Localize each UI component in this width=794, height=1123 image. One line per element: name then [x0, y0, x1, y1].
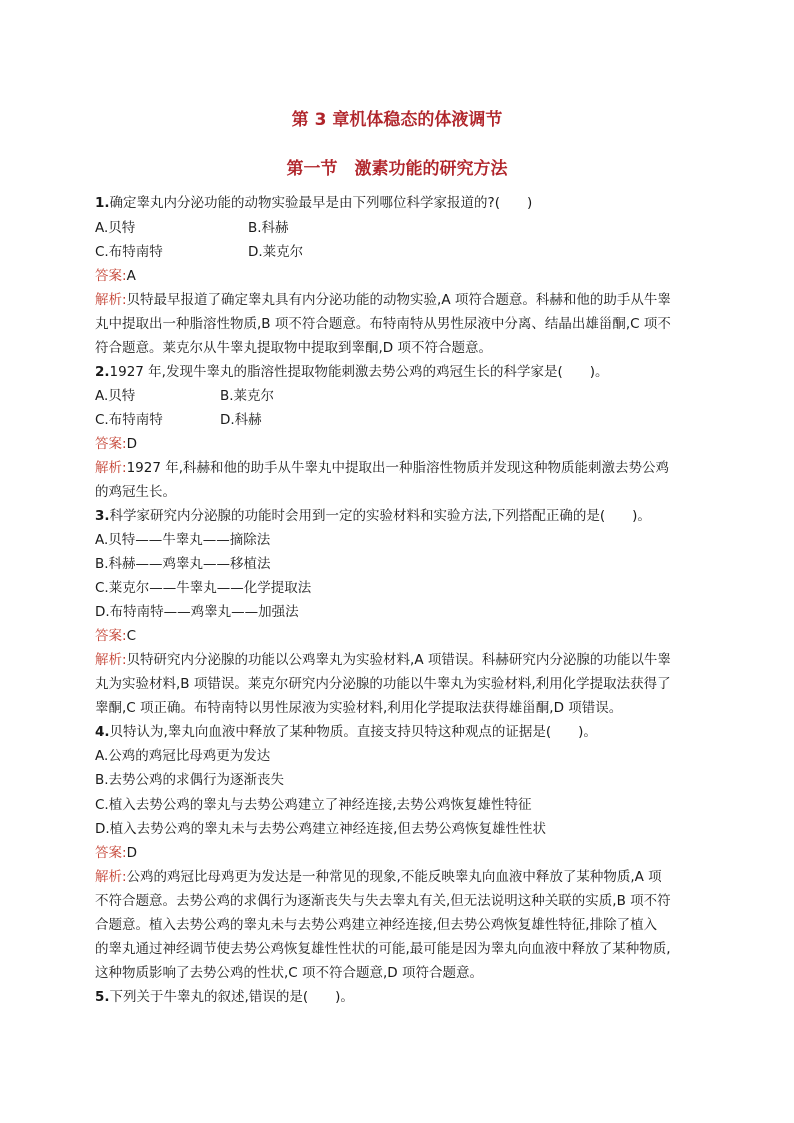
question-4-option-d: D.植入去势公鸡的睾丸未与去势公鸡建立神经连接,但去势公鸡恢复雄性性状: [95, 821, 546, 837]
question-3-analysis-line: 解析:贝特研究内分泌腺的功能以公鸡睾丸为实验材料,A 项错误。科赫研究内分泌腺的功能以牛睾: [95, 652, 671, 668]
question-2-stem: 2.1927 年,发现牛睾丸的脂溶性提取物能刺激去势公鸡的鸡冠生长的科学家是( )。: [95, 364, 609, 380]
question-1-option-c: C.布特南特: [95, 244, 163, 260]
question-4-stem: 4.贝特认为,睾丸向血液中释放了某种物质。直接支持贝特这种观点的证据是( )。: [95, 724, 597, 740]
question-2-analysis-line: 解析:1927 年,科赫和他的助手从牛睾丸中提取出一种脂溶性物质并发现这种物质能刺激去势公鸡: [95, 460, 670, 476]
question-1-analysis-line: 符合题意。莱克尔从牛睾丸提取物中提取到睾酮,D 项不符合题意。: [95, 340, 492, 356]
question-1-analysis-line: 解析:贝特最早报道了确定睾丸具有内分泌功能的动物实验,A 项符合题意。科赫和他的助手从牛睾: [95, 292, 671, 308]
question-2-analysis-line: 的鸡冠生长。: [95, 484, 176, 500]
question-1-option-d: D.莱克尔: [248, 244, 304, 260]
question-3-analysis-line: 睾酮,C 项正确。布特南特以男性尿液为实验材料,利用化学提取法获得雄甾酮,D 项错误。: [95, 700, 623, 716]
chapter-title: 第 3 章机体稳态的体液调节: [291, 110, 503, 130]
question-4-option-c: C.植入去势公鸡的睾丸与去势公鸡建立了神经连接,去势公鸡恢复雄性特征: [95, 797, 532, 813]
question-4-analysis-line: 不符合题意。去势公鸡的求偶行为逐渐丧失与失去睾丸有关,但无法说明这种关联的实质,B 项不符: [95, 893, 671, 909]
question-1-option-b: B.科赫: [248, 220, 289, 236]
question-3-analysis-line: 丸为实验材料,B 项错误。莱克尔研究内分泌腺的功能以牛睾丸为实验材料,利用化学提取法获得了: [95, 676, 671, 692]
question-1-stem: 1.确定睾丸内分泌功能的动物实验最早是由下列哪位科学家报道的?( ): [95, 195, 533, 211]
question-2-answer: 答案:D: [95, 436, 137, 452]
question-3-option-c: C.莱克尔——牛睾丸——化学提取法: [95, 580, 312, 596]
question-4-analysis-line: 这种物质影响了去势公鸡的性状,C 项不符合题意,D 项符合题意。: [95, 965, 483, 981]
question-2-option-b: B.莱克尔: [220, 388, 275, 404]
section-title: 第一节 激素功能的研究方法: [286, 159, 508, 179]
question-4-answer: 答案:D: [95, 845, 137, 861]
question-3-option-a: A.贝特——牛睾丸——摘除法: [95, 532, 271, 548]
question-3-stem: 3.科学家研究内分泌腺的功能时会用到一定的实验材料和实验方法,下列搭配正确的是( )。: [95, 508, 651, 524]
question-4-analysis-line: 的睾丸通过神经调节使去势公鸡恢复雄性性状的可能,最可能是因为睾丸向血液中释放了某种物质,: [95, 941, 671, 957]
question-1-answer: 答案:A: [95, 268, 136, 284]
question-1-analysis-line: 丸中提取出一种脂溶性物质,B 项不符合题意。布特南特从男性尿液中分离、结晶出雄甾酮,C 项不: [95, 316, 671, 332]
question-5-stem: 5.下列关于牛睾丸的叙述,错误的是( )。: [95, 989, 354, 1005]
question-2-option-d: D.科赫: [220, 412, 262, 428]
question-4-option-a: A.公鸡的鸡冠比母鸡更为发达: [95, 748, 271, 764]
question-2-option-a: A.贝特: [95, 388, 136, 404]
question-4-option-b: B.去势公鸡的求偶行为逐渐丧失: [95, 772, 285, 788]
question-2-option-c: C.布特南特: [95, 412, 163, 428]
question-3-option-d: D.布特南特——鸡睾丸——加强法: [95, 604, 299, 620]
question-1-option-a: A.贝特: [95, 220, 136, 236]
question-3-answer: 答案:C: [95, 628, 136, 644]
question-3-option-b: B.科赫——鸡睾丸——移植法: [95, 556, 271, 572]
question-4-analysis-line: 合题意。植入去势公鸡的睾丸未与去势公鸡建立神经连接,但去势公鸡恢复雄性特征,排除了植入: [95, 917, 658, 933]
question-4-analysis-line: 解析:公鸡的鸡冠比母鸡更为发达是一种常见的现象,不能反映睾丸向血液中释放了某种物质,A 项: [95, 869, 662, 885]
